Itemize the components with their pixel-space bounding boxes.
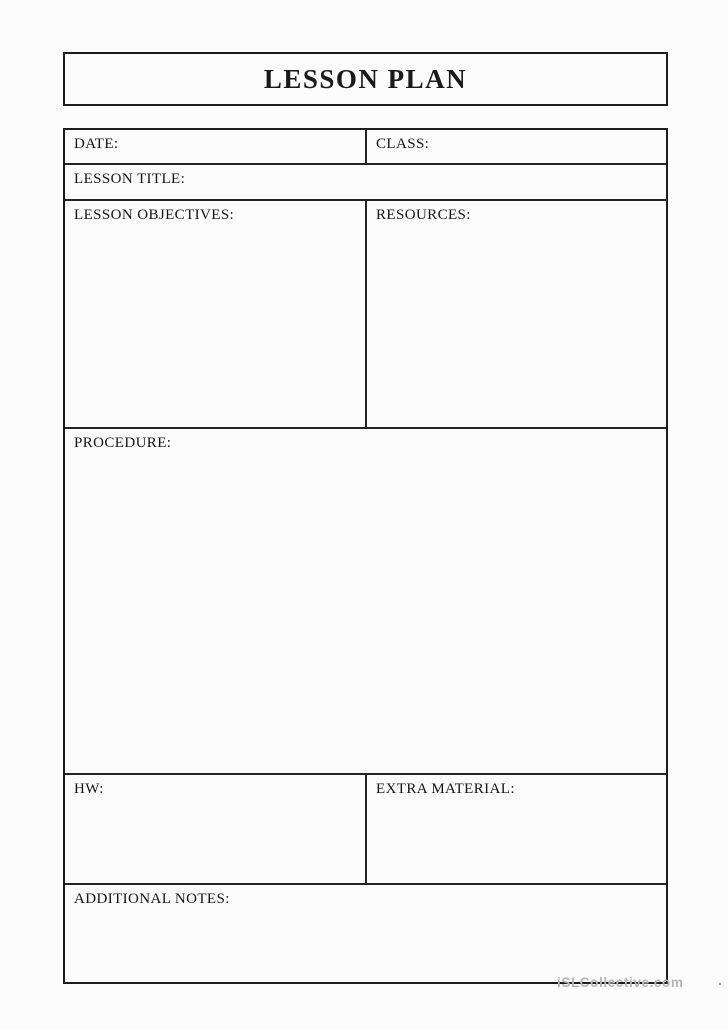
row-hw-extra	[65, 773, 666, 883]
row-objectives-resources	[65, 199, 666, 427]
row-date-class	[65, 130, 666, 163]
extra-material-field-cell	[365, 775, 666, 883]
title-box	[63, 52, 668, 106]
lesson-title-label: LESSON TITLE:	[74, 171, 186, 187]
date-label: DATE:	[74, 136, 119, 152]
page-title: LESSON PLAN	[263, 63, 468, 94]
date-field-cell	[65, 130, 365, 163]
lesson-objectives-label: LESSON OBJECTIVES:	[74, 207, 235, 223]
resources-field-cell	[365, 201, 666, 427]
stray-dot: .	[718, 972, 722, 988]
class-field-cell	[365, 130, 666, 163]
procedure-label: PROCEDURE:	[74, 435, 172, 451]
row-lesson-title	[65, 163, 666, 199]
hw-label: HW:	[74, 781, 104, 797]
resources-label: RESOURCES:	[376, 207, 471, 223]
lesson-plan-table	[63, 128, 668, 984]
class-label: CLASS:	[376, 136, 430, 152]
row-additional-notes	[65, 883, 666, 982]
islcollective-watermark: iSLCollective.com	[557, 975, 684, 990]
row-procedure	[65, 427, 666, 773]
hw-field-cell	[65, 775, 365, 883]
extra-material-label: EXTRA MATERIAL:	[376, 781, 515, 797]
additional-notes-label: ADDITIONAL NOTES:	[74, 891, 230, 907]
lesson-objectives-field-cell	[65, 201, 365, 427]
